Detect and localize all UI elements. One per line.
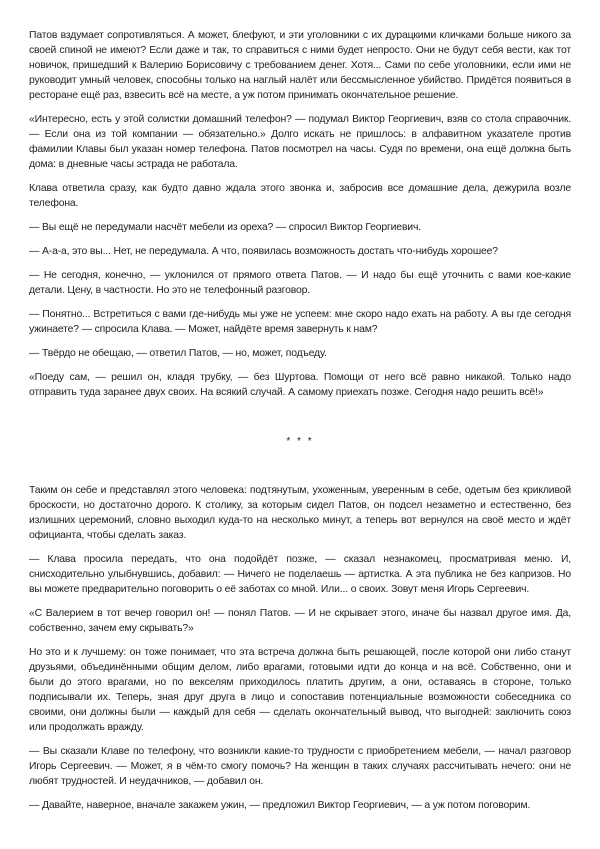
paragraph: — Вы ещё не передумали насчёт мебели из ореха? — спросил Виктор Георгиевич. [29, 222, 421, 233]
paragraph: Патов вздумает сопротивляться. А может, блефуют, и эти уголовники с их дурацкими кличками больше никого за своей спиной не имеют? Если даже и так, то справиться с ними будет непросто. Они не будут себя вести, как тот новичок, пришедший к Валерию Борисовичу с требованием денег. Хотя... Сами по себе уголовники, если ими не руководит умный человек, способны только на наглый налёт или бессмысленное убийство. Придётся появиться в ресторане ещё раз, взвесить всё на месте, а уж потом принимать окончательное решение. [29, 30, 571, 101]
paragraph: — Давайте, наверное, вначале закажем ужин, — предложил Виктор Георгиевич, — а уж потом поговорим. [29, 800, 531, 811]
paragraph: — Вы сказали Клаве по телефону, что возникли какие-то трудности с приобретением мебели, — начал разговор Игорь Сергеевич. — Может, я в чём-то смогу помочь? На женщин в таких случаях рассчитывать нечего: они не любят трудностей. И неудачников, — добавил он. [29, 746, 571, 787]
paragraph: — Твёрдо не обещаю, — ответил Патов, — но, может, подъеду. [29, 348, 327, 359]
paragraph: — Клава просила передать, что она подойдёт позже, — сказал незнакомец, просматривая меню. И, снисходительно улыбнувшись, добавил: — Ничего не поделаешь — артистка. А эта публика не без капризов. Но вы можете предварительно поговорить о её заботах со мной. Или... о своих. Зовут меня Игорь Сергеевич. [29, 554, 571, 595]
paragraph: «С Валерием в тот вечер говорил он! — понял Патов. — И не скрывает этого, иначе бы назвал другое имя. Да, собственно, зачем ему скрывать?» [29, 608, 571, 634]
section-separator: * * * [286, 436, 314, 447]
paragraph: «Поеду сам, — решил он, кладя трубку, — без Шуртова. Помощи от него всё равно никакой. Только надо отправить туда заранее двух своих. На всякий случай. А самому приехать позже. Сегодня надо решить всё!» [29, 372, 571, 398]
paragraph: — Понятно... Встретиться с вами где-нибудь мы уже не успеем: мне скоро надо ехать на работу. А вы где сегодня ужинаете? — спросила Клава. — Может, найдёте время завернуть к нам? [29, 309, 571, 335]
paragraph: — Не сегодня, конечно, — уклонился от прямого ответа Патов. — И надо бы ещё уточнить с вами кое-какие детали. Цену, в частности. Но это не телефонный разговор. [29, 270, 571, 296]
paragraph: Но это и к лучшему: он тоже понимает, что эта встреча должна быть решающей, после которой они либо станут друзьями, объединёнными общим делом, либо врагами, готовыми идти до конца и на всё. Собственно, они и были до этого врагами, но по векселям приходилось платить другим, а они, оставаясь в стороне, только подписывали их. Теперь, зная друг друга в лицо и сопоставив потенциальные возможности собеседника со своими, они должны были — каждый для себя — сделать окончательный вывод, что выгодней: заключить союз или продолжать вражду. [29, 647, 571, 733]
paragraph: «Интересно, есть у этой солистки домашний телефон? — подумал Виктор Георгиевич, взяв со стола справочник. — Если она из той компании — обязательно.» Долго искать не пришлось: в алфавитном указателе против фамилии Клавы был указан номер телефона. Патов посмотрел на часы. Судя по времени, она ещё должна быть дома: в дневные часы эстрада не работала. [29, 114, 571, 170]
document-page [29, 28, 571, 822]
paragraph: — А-а-а, это вы... Нет, не передумала. А что, появилась возможность достать что-нибудь хорошее? [29, 246, 498, 257]
paragraph: Клава ответила сразу, как будто давно ждала этого звонка и, забросив все домашние дела, дежурила возле телефона. [29, 183, 571, 209]
paragraph: Таким он себе и представлял этого человека: подтянутым, ухоженным, уверенным в себе, одетым без крикливой броскости, но достаточно дорого. К столику, за которым сидел Патов, он подсел незаметно и естественно, без излишних церемоний, словно выходил куда-то на несколько минут, а теперь вот вернулся на своё место и ждёт официанта, чтобы сделать заказ. [29, 485, 571, 541]
